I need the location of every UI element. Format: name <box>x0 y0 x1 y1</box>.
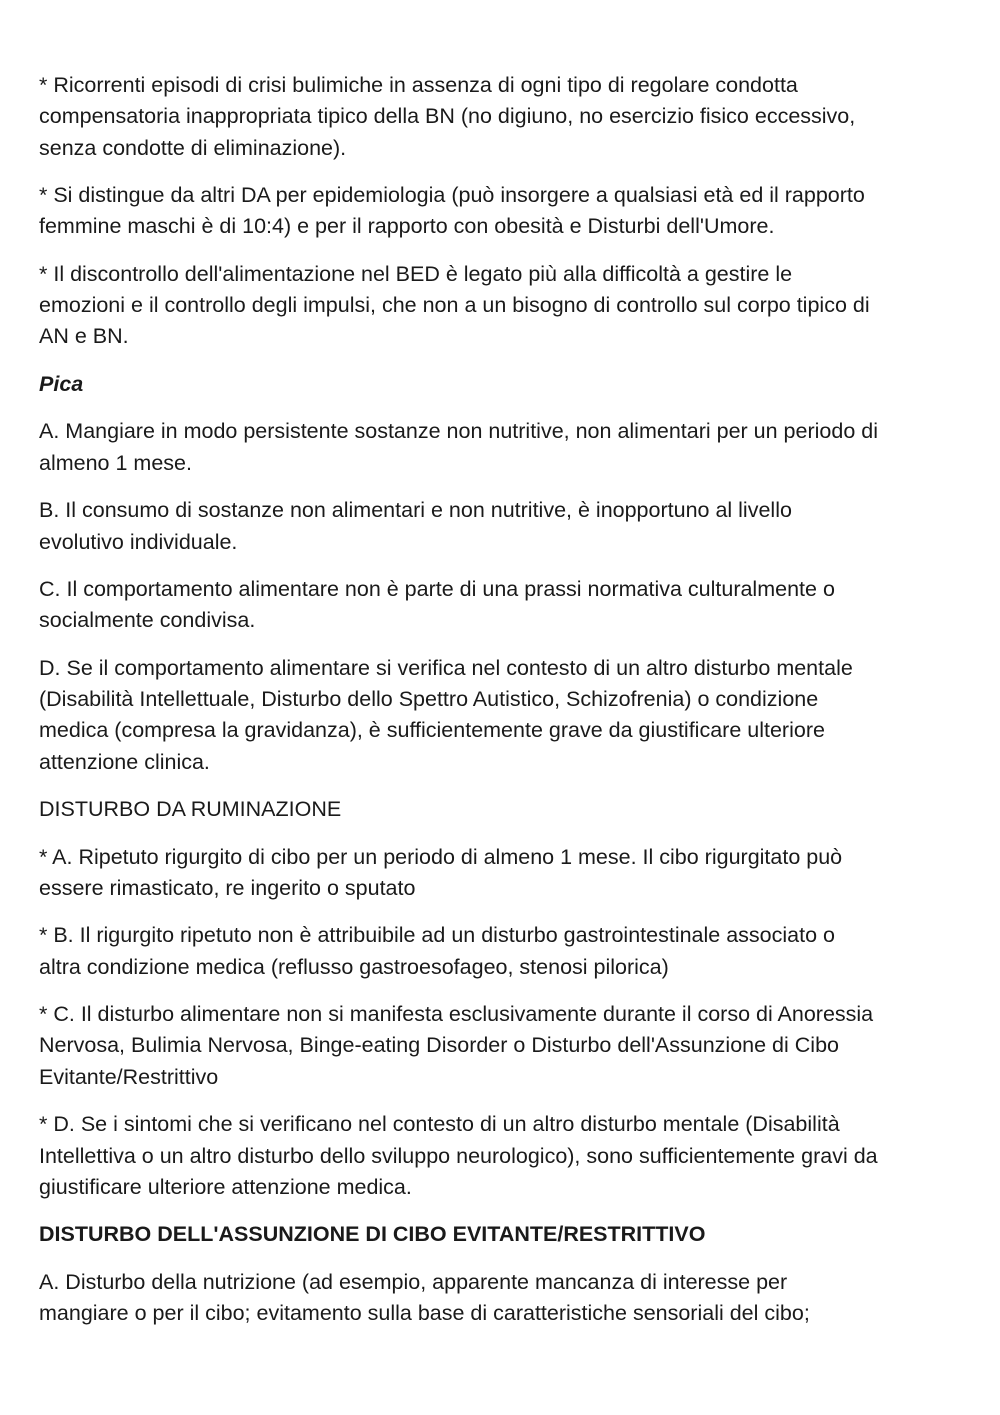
text-line: Nervosa, Bulimia Nervosa, Binge-eating Disorder o Disturbo dell'Assunzione di Cibo <box>39 1033 839 1058</box>
text-line: * Il discontrollo dell'alimentazione nel BED è legato più alla difficoltà a gestire le <box>39 261 793 286</box>
text-line: Intellettiva o un altro disturbo dello sviluppo neurologico), sono sufficientemente gravi da <box>39 1143 878 1168</box>
text-line: (Disabilità Intellettuale, Disturbo dello Spettro Autistico, Schizofrenia) o condizione <box>39 687 819 712</box>
paragraph-pica-criterion-b <box>39 495 969 558</box>
paragraph-rumination-criterion-d <box>39 1109 969 1203</box>
paragraph-arfid-criterion-a <box>39 1267 969 1330</box>
text-line: attenzione clinica. <box>39 749 210 774</box>
text-line: emozioni e il controllo degli impulsi, che non a un bisogno di controllo sul corpo tipico di <box>39 293 870 318</box>
heading-text: DISTURBO DELL'ASSUNZIONE DI CIBO EVITANTE/RESTRITTIVO <box>39 1222 706 1247</box>
document-page <box>39 70 969 1346</box>
text-line: A. Mangiare in modo persistente sostanze non nutritive, non alimentari per un periodo di <box>39 419 878 444</box>
text-line: Evitante/Restrittivo <box>39 1064 219 1089</box>
text-line: compensatoria inappropriata tipico della BN (no digiuno, no esercizio fisico eccessivo, <box>39 104 856 129</box>
text-line: C. Il comportamento alimentare non è parte di una prassi normativa culturalmente o <box>39 576 835 601</box>
paragraph-rumination-criterion-a <box>39 842 969 905</box>
text-line: altra condizione medica (reflusso gastroesofageo, stenosi pilorica) <box>39 954 669 979</box>
section-heading-arfid <box>39 1219 969 1250</box>
text-line: mangiare o per il cibo; evitamento sulla base di caratteristiche sensoriali del cibo; <box>39 1301 810 1326</box>
paragraph-pica-criterion-c <box>39 574 969 637</box>
text-line: senza condotte di eliminazione). <box>39 135 347 160</box>
section-heading-rumination <box>39 794 969 825</box>
text-line: socialmente condivisa. <box>39 608 256 633</box>
text-line: giustificare ulteriore attenzione medica. <box>39 1174 412 1199</box>
text-line: * C. Il disturbo alimentare non si manifesta esclusivamente durante il corso di Anoressia <box>39 1002 874 1027</box>
paragraph-bed-discontrol <box>39 259 969 353</box>
text-line: D. Se il comportamento alimentare si verifica nel contesto di un altro disturbo mentale <box>39 655 853 680</box>
text-line: * A. Ripetuto rigurgito di cibo per un periodo di almeno 1 mese. Il cibo rigurgitato può <box>39 844 843 869</box>
paragraph-pica-criterion-a <box>39 416 969 479</box>
text-line: almeno 1 mese. <box>39 450 192 475</box>
paragraph-pica-criterion-d <box>39 653 969 778</box>
text-line: femmine maschi è di 10:4) e per il rapporto con obesità e Disturbi dell'Umore. <box>39 214 775 239</box>
heading-text: Pica <box>39 371 84 396</box>
text-line: evolutivo individuale. <box>39 529 238 554</box>
text-line: A. Disturbo della nutrizione (ad esempio, apparente mancanza di interesse per <box>39 1269 788 1294</box>
section-heading-pica <box>39 369 969 400</box>
text-line: B. Il consumo di sostanze non alimentari e non nutritive, è inopportuno al livello <box>39 498 792 523</box>
heading-text: DISTURBO DA RUMINAZIONE <box>39 797 342 822</box>
text-line: * Si distingue da altri DA per epidemiologia (può insorgere a qualsiasi età ed il rapporto <box>39 183 865 208</box>
text-line: AN e BN. <box>39 324 129 349</box>
paragraph-rumination-criterion-c <box>39 999 969 1093</box>
text-line: * D. Se i sintomi che si verificano nel contesto di un altro disturbo mentale (Disabilità <box>39 1112 840 1137</box>
text-line: * B. Il rigurgito ripetuto non è attribuibile ad un disturbo gastrointestinale associato o <box>39 923 835 948</box>
text-line: medica (compresa la gravidanza), è sufficientemente grave da giustificare ulteriore <box>39 718 825 743</box>
paragraph-bed-epidemiology <box>39 180 969 243</box>
paragraph-bed-recurrent-episodes <box>39 70 969 164</box>
text-line: * Ricorrenti episodi di crisi bulimiche in assenza di ogni tipo di regolare condotta <box>39 73 798 97</box>
paragraph-rumination-criterion-b <box>39 920 969 983</box>
text-line: essere rimasticato, re ingerito o sputato <box>39 875 416 900</box>
